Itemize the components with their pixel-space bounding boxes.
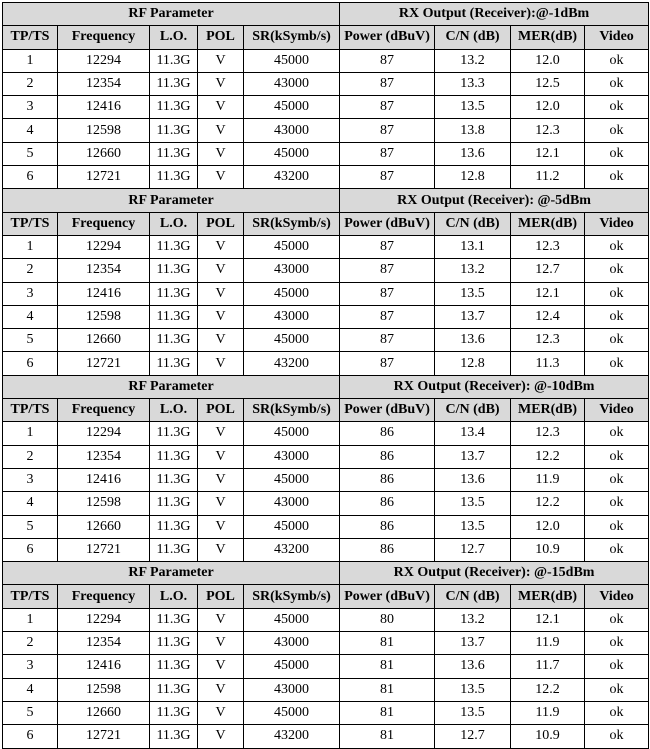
cell-symbol-rate: 43000 [244,492,340,515]
cell-tp-ts: 5 [3,142,58,165]
cell-symbol-rate: 45000 [244,282,340,305]
block-group-header [3,562,649,585]
column-header-frequency: Frequency [58,212,150,235]
cell-cn: 13.6 [435,142,511,165]
column-header-mer: MER(dB) [511,26,585,49]
cell-pol: V [198,678,244,701]
cell-tp-ts: 5 [3,329,58,352]
cell-tp-ts: 2 [3,259,58,282]
cell-power: 81 [340,725,435,748]
cell-pol: V [198,49,244,72]
rf-parameter-heading: RF Parameter [3,3,340,26]
cell-video: ok [585,445,649,468]
cell-mer: 12.3 [511,119,585,142]
column-header-tp-ts: TP/TS [3,585,58,608]
cell-mer: 12.3 [511,422,585,445]
rf-parameter-heading: RF Parameter [3,189,340,212]
cell-mer: 11.7 [511,655,585,678]
cell-video: ok [585,329,649,352]
cell-symbol-rate: 45000 [244,142,340,165]
cell-lo: 11.3G [150,96,198,119]
cell-mer: 12.0 [511,96,585,119]
cell-symbol-rate: 43200 [244,166,340,189]
block-group-header [3,3,649,26]
rx-output-heading: RX Output (Receiver):@-1dBm [340,3,649,26]
cell-lo: 11.3G [150,166,198,189]
column-header-lo: L.O. [150,399,198,422]
column-header-tp-ts: TP/TS [3,212,58,235]
cell-video: ok [585,305,649,328]
cell-lo: 11.3G [150,468,198,491]
cell-video: ok [585,608,649,631]
cell-lo: 11.3G [150,329,198,352]
cell-video: ok [585,166,649,189]
cell-symbol-rate: 43000 [244,305,340,328]
cell-cn: 13.6 [435,655,511,678]
cell-symbol-rate: 45000 [244,329,340,352]
table-row [3,305,649,328]
cell-video: ok [585,235,649,258]
cell-lo: 11.3G [150,282,198,305]
cell-symbol-rate: 43200 [244,538,340,561]
column-header-cn: C/N (dB) [435,585,511,608]
rx-output-heading: RX Output (Receiver): @-5dBm [340,189,649,212]
cell-cn: 12.7 [435,538,511,561]
cell-frequency: 12721 [58,166,150,189]
table-row [3,468,649,491]
cell-cn: 13.5 [435,96,511,119]
cell-cn: 13.2 [435,259,511,282]
cell-tp-ts: 6 [3,352,58,375]
cell-mer: 12.2 [511,678,585,701]
cell-cn: 13.1 [435,235,511,258]
table-row [3,632,649,655]
cell-cn: 12.7 [435,725,511,748]
cell-cn: 13.2 [435,49,511,72]
cell-power: 87 [340,305,435,328]
cell-pol: V [198,72,244,95]
cell-video: ok [585,422,649,445]
cell-video: ok [585,492,649,515]
rf-parameter-heading: RF Parameter [3,375,340,398]
cell-frequency: 12660 [58,515,150,538]
cell-tp-ts: 2 [3,72,58,95]
cell-tp-ts: 5 [3,515,58,538]
cell-lo: 11.3G [150,235,198,258]
cell-tp-ts: 2 [3,632,58,655]
table-row [3,538,649,561]
cell-tp-ts: 1 [3,235,58,258]
cell-symbol-rate: 45000 [244,655,340,678]
cell-pol: V [198,259,244,282]
table-row [3,142,649,165]
cell-frequency: 12354 [58,259,150,282]
table-row [3,678,649,701]
cell-symbol-rate: 43000 [244,632,340,655]
cell-tp-ts: 4 [3,305,58,328]
cell-video: ok [585,678,649,701]
cell-mer: 10.9 [511,538,585,561]
cell-power: 86 [340,445,435,468]
cell-frequency: 12598 [58,305,150,328]
cell-tp-ts: 3 [3,468,58,491]
cell-video: ok [585,49,649,72]
table-row [3,655,649,678]
cell-tp-ts: 1 [3,608,58,631]
cell-frequency: 12294 [58,235,150,258]
rx-output-heading: RX Output (Receiver): @-15dBm [340,562,649,585]
cell-power: 87 [340,235,435,258]
cell-mer: 11.3 [511,352,585,375]
column-header-power: Power (dBuV) [340,26,435,49]
cell-cn: 13.6 [435,329,511,352]
cell-pol: V [198,422,244,445]
cell-pol: V [198,515,244,538]
cell-pol: V [198,725,244,748]
cell-power: 81 [340,655,435,678]
cell-power: 86 [340,515,435,538]
cell-tp-ts: 1 [3,422,58,445]
cell-power: 87 [340,119,435,142]
cell-tp-ts: 6 [3,725,58,748]
column-header-cn: C/N (dB) [435,26,511,49]
cell-cn: 13.5 [435,282,511,305]
cell-pol: V [198,352,244,375]
cell-cn: 13.5 [435,492,511,515]
cell-power: 87 [340,72,435,95]
cell-symbol-rate: 43000 [244,678,340,701]
rf-measurement-table [2,2,649,749]
cell-mer: 12.1 [511,282,585,305]
cell-pol: V [198,492,244,515]
column-header-symbol-rate: SR(kSymb/s) [244,212,340,235]
column-header-pol: POL [198,585,244,608]
cell-mer: 12.3 [511,235,585,258]
cell-tp-ts: 3 [3,655,58,678]
table-row [3,259,649,282]
cell-symbol-rate: 45000 [244,49,340,72]
column-header-power: Power (dBuV) [340,399,435,422]
cell-power: 86 [340,492,435,515]
cell-power: 80 [340,608,435,631]
column-header-pol: POL [198,212,244,235]
cell-video: ok [585,142,649,165]
cell-cn: 13.4 [435,422,511,445]
cell-pol: V [198,142,244,165]
cell-pol: V [198,96,244,119]
column-header-power: Power (dBuV) [340,585,435,608]
cell-lo: 11.3G [150,352,198,375]
measurement-document [2,2,648,749]
table-row [3,701,649,724]
column-header-row [3,26,649,49]
cell-symbol-rate: 45000 [244,235,340,258]
cell-power: 87 [340,282,435,305]
cell-power: 87 [340,96,435,119]
table-row [3,282,649,305]
cell-power: 81 [340,632,435,655]
cell-symbol-rate: 45000 [244,96,340,119]
column-header-video: Video [585,212,649,235]
cell-frequency: 12416 [58,96,150,119]
table-row [3,72,649,95]
cell-symbol-rate: 45000 [244,515,340,538]
column-header-video: Video [585,399,649,422]
column-header-frequency: Frequency [58,585,150,608]
cell-mer: 10.9 [511,725,585,748]
cell-tp-ts: 4 [3,492,58,515]
cell-video: ok [585,538,649,561]
table-row [3,329,649,352]
cell-lo: 11.3G [150,119,198,142]
cell-mer: 11.9 [511,632,585,655]
column-header-lo: L.O. [150,26,198,49]
cell-tp-ts: 6 [3,538,58,561]
cell-tp-ts: 1 [3,49,58,72]
cell-video: ok [585,655,649,678]
table-row [3,352,649,375]
cell-frequency: 12354 [58,632,150,655]
cell-lo: 11.3G [150,538,198,561]
block-group-header [3,375,649,398]
column-header-video: Video [585,26,649,49]
cell-frequency: 12721 [58,725,150,748]
cell-video: ok [585,468,649,491]
cell-symbol-rate: 43200 [244,725,340,748]
cell-pol: V [198,701,244,724]
cell-power: 87 [340,259,435,282]
cell-video: ok [585,701,649,724]
table-row [3,119,649,142]
cell-lo: 11.3G [150,725,198,748]
cell-power: 87 [340,166,435,189]
cell-tp-ts: 6 [3,166,58,189]
table-row [3,235,649,258]
cell-lo: 11.3G [150,608,198,631]
cell-power: 81 [340,701,435,724]
cell-cn: 13.2 [435,608,511,631]
cell-symbol-rate: 43000 [244,259,340,282]
column-header-tp-ts: TP/TS [3,399,58,422]
cell-pol: V [198,445,244,468]
cell-video: ok [585,259,649,282]
cell-symbol-rate: 43000 [244,72,340,95]
column-header-row [3,399,649,422]
cell-lo: 11.3G [150,655,198,678]
column-header-symbol-rate: SR(kSymb/s) [244,26,340,49]
rf-parameter-heading: RF Parameter [3,562,340,585]
cell-video: ok [585,725,649,748]
cell-mer: 12.0 [511,49,585,72]
cell-frequency: 12354 [58,445,150,468]
table-row [3,96,649,119]
column-header-mer: MER(dB) [511,399,585,422]
cell-cn: 13.3 [435,72,511,95]
cell-cn: 13.7 [435,305,511,328]
cell-frequency: 12660 [58,329,150,352]
table-row [3,49,649,72]
cell-symbol-rate: 43000 [244,119,340,142]
cell-frequency: 12721 [58,352,150,375]
cell-mer: 11.9 [511,701,585,724]
column-header-lo: L.O. [150,585,198,608]
column-header-video: Video [585,585,649,608]
column-header-symbol-rate: SR(kSymb/s) [244,585,340,608]
cell-frequency: 12416 [58,655,150,678]
cell-cn: 13.5 [435,515,511,538]
cell-cn: 12.8 [435,166,511,189]
cell-lo: 11.3G [150,422,198,445]
cell-lo: 11.3G [150,445,198,468]
table-row [3,166,649,189]
column-header-pol: POL [198,399,244,422]
cell-tp-ts: 4 [3,119,58,142]
cell-pol: V [198,608,244,631]
column-header-mer: MER(dB) [511,585,585,608]
table-body [3,3,649,749]
cell-tp-ts: 4 [3,678,58,701]
cell-lo: 11.3G [150,492,198,515]
table-row [3,725,649,748]
column-header-tp-ts: TP/TS [3,26,58,49]
table-row [3,492,649,515]
cell-lo: 11.3G [150,632,198,655]
cell-pol: V [198,655,244,678]
cell-frequency: 12721 [58,538,150,561]
cell-cn: 13.6 [435,468,511,491]
cell-mer: 12.3 [511,329,585,352]
cell-pol: V [198,235,244,258]
table-row [3,515,649,538]
cell-pol: V [198,538,244,561]
table-row [3,445,649,468]
column-header-frequency: Frequency [58,399,150,422]
cell-cn: 13.5 [435,678,511,701]
cell-symbol-rate: 45000 [244,701,340,724]
column-header-row [3,585,649,608]
cell-power: 87 [340,49,435,72]
cell-power: 86 [340,468,435,491]
cell-mer: 11.9 [511,468,585,491]
column-header-frequency: Frequency [58,26,150,49]
cell-pol: V [198,468,244,491]
cell-symbol-rate: 45000 [244,608,340,631]
cell-frequency: 12660 [58,142,150,165]
cell-mer: 12.2 [511,445,585,468]
cell-tp-ts: 3 [3,282,58,305]
column-header-lo: L.O. [150,212,198,235]
cell-frequency: 12598 [58,678,150,701]
cell-pol: V [198,329,244,352]
cell-power: 86 [340,538,435,561]
cell-frequency: 12294 [58,49,150,72]
cell-frequency: 12294 [58,422,150,445]
cell-cn: 13.5 [435,701,511,724]
cell-video: ok [585,352,649,375]
rx-output-heading: RX Output (Receiver): @-10dBm [340,375,649,398]
column-header-cn: C/N (dB) [435,399,511,422]
cell-power: 87 [340,142,435,165]
cell-pol: V [198,632,244,655]
cell-pol: V [198,166,244,189]
cell-lo: 11.3G [150,259,198,282]
cell-mer: 12.7 [511,259,585,282]
column-header-symbol-rate: SR(kSymb/s) [244,399,340,422]
cell-frequency: 12598 [58,119,150,142]
cell-mer: 12.1 [511,142,585,165]
column-header-pol: POL [198,26,244,49]
column-header-mer: MER(dB) [511,212,585,235]
cell-pol: V [198,282,244,305]
cell-cn: 13.7 [435,445,511,468]
block-group-header [3,189,649,212]
column-header-cn: C/N (dB) [435,212,511,235]
cell-tp-ts: 5 [3,701,58,724]
cell-symbol-rate: 43000 [244,445,340,468]
cell-tp-ts: 3 [3,96,58,119]
cell-mer: 12.5 [511,72,585,95]
cell-lo: 11.3G [150,49,198,72]
cell-frequency: 12294 [58,608,150,631]
cell-lo: 11.3G [150,142,198,165]
cell-frequency: 12416 [58,468,150,491]
cell-cn: 13.7 [435,632,511,655]
cell-mer: 12.4 [511,305,585,328]
cell-mer: 12.0 [511,515,585,538]
cell-video: ok [585,96,649,119]
cell-cn: 12.8 [435,352,511,375]
cell-pol: V [198,305,244,328]
cell-mer: 11.2 [511,166,585,189]
cell-mer: 12.1 [511,608,585,631]
cell-lo: 11.3G [150,72,198,95]
cell-frequency: 12660 [58,701,150,724]
cell-video: ok [585,632,649,655]
column-header-row [3,212,649,235]
cell-frequency: 12598 [58,492,150,515]
cell-video: ok [585,72,649,95]
cell-video: ok [585,282,649,305]
cell-power: 86 [340,422,435,445]
column-header-power: Power (dBuV) [340,212,435,235]
cell-cn: 13.8 [435,119,511,142]
cell-video: ok [585,119,649,142]
cell-power: 87 [340,352,435,375]
cell-power: 81 [340,678,435,701]
table-row [3,608,649,631]
cell-pol: V [198,119,244,142]
cell-lo: 11.3G [150,515,198,538]
cell-video: ok [585,515,649,538]
cell-symbol-rate: 43200 [244,352,340,375]
cell-mer: 12.2 [511,492,585,515]
cell-frequency: 12354 [58,72,150,95]
cell-symbol-rate: 45000 [244,422,340,445]
cell-lo: 11.3G [150,305,198,328]
cell-symbol-rate: 45000 [244,468,340,491]
cell-tp-ts: 2 [3,445,58,468]
cell-frequency: 12416 [58,282,150,305]
cell-lo: 11.3G [150,678,198,701]
table-row [3,422,649,445]
cell-power: 87 [340,329,435,352]
cell-lo: 11.3G [150,701,198,724]
